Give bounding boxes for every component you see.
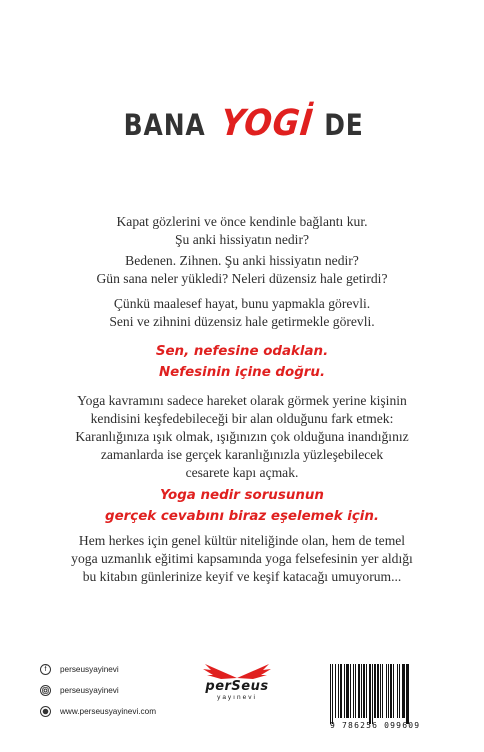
paragraph-line: cesarete kapı açmak. [185,465,299,480]
paragraph-line: Karanlığınıza ışık olmak, ışığınızın çok olduğuna inandığınız [75,429,409,444]
barcode-stripe [409,664,410,724]
title-accent: YOGİ [218,103,315,144]
paragraph-line: Çünkü maalesef hayat, bunu yapmakla görevli. [113,296,371,311]
publisher-brand: perSeus [205,679,269,694]
highlight-quote-1 [40,341,444,383]
social-facebook[interactable] [40,664,119,675]
paragraph-line: yoga uzmanlık eğitimi kapsamında yoga felsefesinin yer aldığı [71,551,413,566]
highlight-line: Sen, nefesine odaklan. [155,344,329,359]
title-part-1: BANA [123,108,206,142]
highlight-line: gerçek cevabını biraz eşelemek için. [104,509,380,524]
paragraph-line: Hem herkes için genel kültür niteliğinde olan, hem de temel [78,533,406,548]
publisher-logo [192,662,282,720]
paragraph-4 [40,392,444,482]
instagram-label: perseusyayinevi [60,686,119,695]
paragraph-3 [40,295,444,331]
title-part-2: DE [324,108,365,142]
paragraph-line: Kapat gözlerini ve önce kendinle bağlantı kur. [116,214,368,229]
paragraph-line: Şu anki hissiyatın nedir? [174,232,310,247]
social-instagram[interactable] [40,685,119,696]
paragraph-line: Bedenen. Zihnen. Şu anki hissiyatın nedir? [125,253,359,268]
web-label: www.perseusyayinevi.com [60,707,157,716]
instagram-icon [40,685,51,696]
social-web[interactable] [40,706,156,717]
paragraph-line: Yoga kavramını sadece hareket olarak görmek yerine kişinin [77,393,407,408]
paragraph-5 [40,532,444,586]
wings-icon [201,662,273,680]
paragraph-line: kendisini keşfedebileceği bir alan olduğunu fark etmek: [90,411,394,426]
paragraph-line: bu kitabın günlerinize keyif ve keşif katacağı umuyorum... [82,569,402,584]
publisher-subtitle: yayınevi [217,694,257,701]
barcode-bars [330,664,444,720]
highlight-quote-2 [40,485,444,527]
isbn-barcode [330,664,444,734]
book-title [0,103,484,159]
facebook-icon: f [40,664,51,675]
paragraph-line: Gün sana neler yükledi? Neleri düzensiz hale getirdi? [96,271,388,286]
isbn-digits: 9 786256 099609 [330,721,421,730]
highlight-line: Yoga nedir sorusunun [160,488,324,503]
facebook-label: perseusyayinevi [60,665,119,674]
web-icon [40,706,51,717]
paragraph-1 [40,213,444,249]
paragraph-line: zamanlarda ise gerçek karanlığınızla yüzleşebilecek [100,447,384,462]
paragraph-2 [40,252,444,288]
highlight-line: Nefesinin içine doğru. [158,365,326,380]
paragraph-line: Seni ve zihnini düzensiz hale getirmekle görevli. [109,314,375,329]
